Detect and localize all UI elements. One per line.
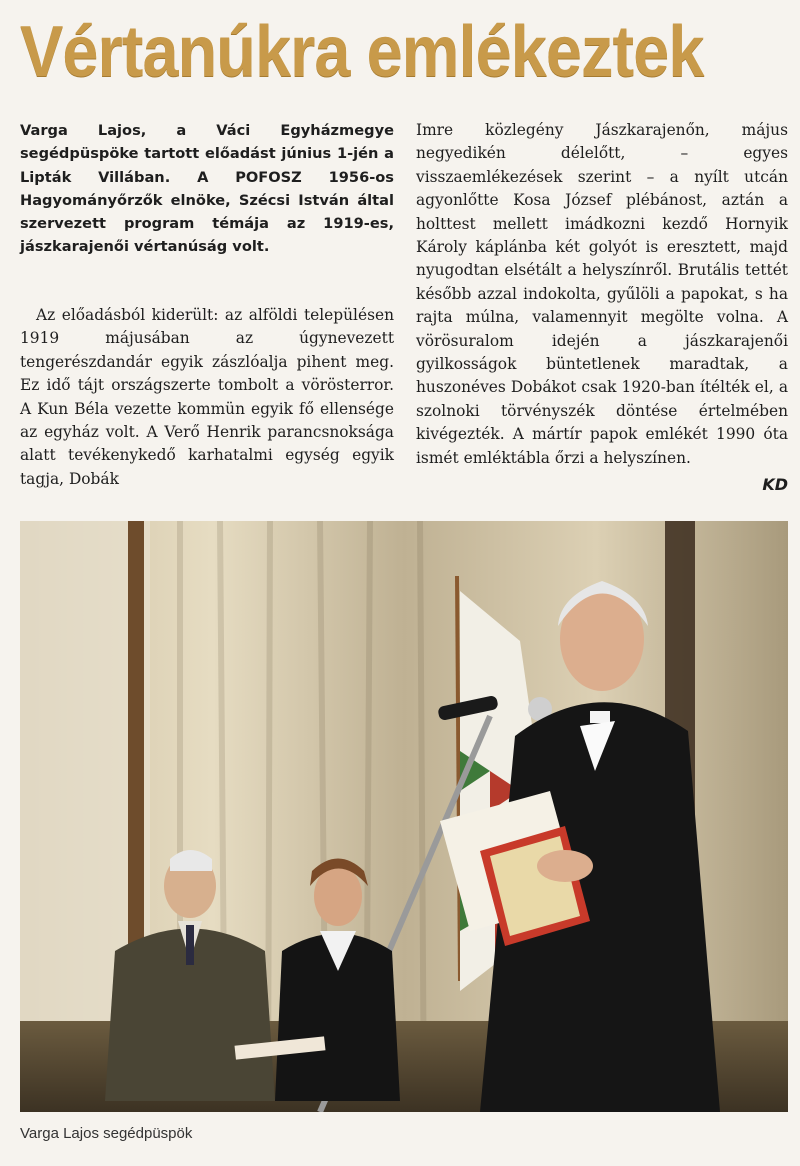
article-body-column-2: Imre közlegény Jászkarajenőn, május negyedikén délelőtt, – egyes visszaemlékezések szerint – a nyílt utcán agyonlőtte Kosa József plébánost, aztán a holttest mellett imádkozni kezdő Hornyik Károly káplánba két golyót is eresztett, majd nyugodtan elsétált a helyszínről. Brutális tettét később azzal indokolta, gyűlöli a papokat, s ha rajta múlna, valamennyit megölte volna. A vörösuralom idején a jászkarajenői gyilkosságok büntetlenek maradtak, a huszonéves Dobákot csak 1920-ban ítélték el, a szolnoki törvényszék döntése értelmében kivégezték. A mártír papok emlékét 1990 óta ismét emléktábla őrzi a helyszínen. xyxy=(416,121,788,467)
article-body-column-1: Az előadásból kiderült: az alföldi településen 1919 májusában az úgynevezett tengerészdandár egyik zászlóalja pihent meg. Ez idő tájt országszerte tombolt a vörösterror. A Kun Béla vezette kommün egyik fő ellensége az egyház volt. A Verő Henrik parancsnoksága alatt tevékenykedő karhatalmi egység egyik tagja, Dobák xyxy=(20,306,394,488)
speaker-photo-illustration xyxy=(20,521,788,1112)
author-signature: KD xyxy=(762,475,788,494)
article-headline: Vértanúkra emlékeztek xyxy=(20,12,704,92)
photo-caption: Varga Lajos segédpüspök xyxy=(20,1125,193,1142)
article-photo xyxy=(20,521,788,1112)
article-lead: Varga Lajos, a Váci Egyházmegye segédpüspöke tartott előadást június 1-jén a Lipták Villában. A POFOSZ 1956-os Hagyományőrzők elnöke, Szécsi István által szervezett program témája az 1919-es, jászkarajenői vértanúság volt. xyxy=(20,122,394,256)
